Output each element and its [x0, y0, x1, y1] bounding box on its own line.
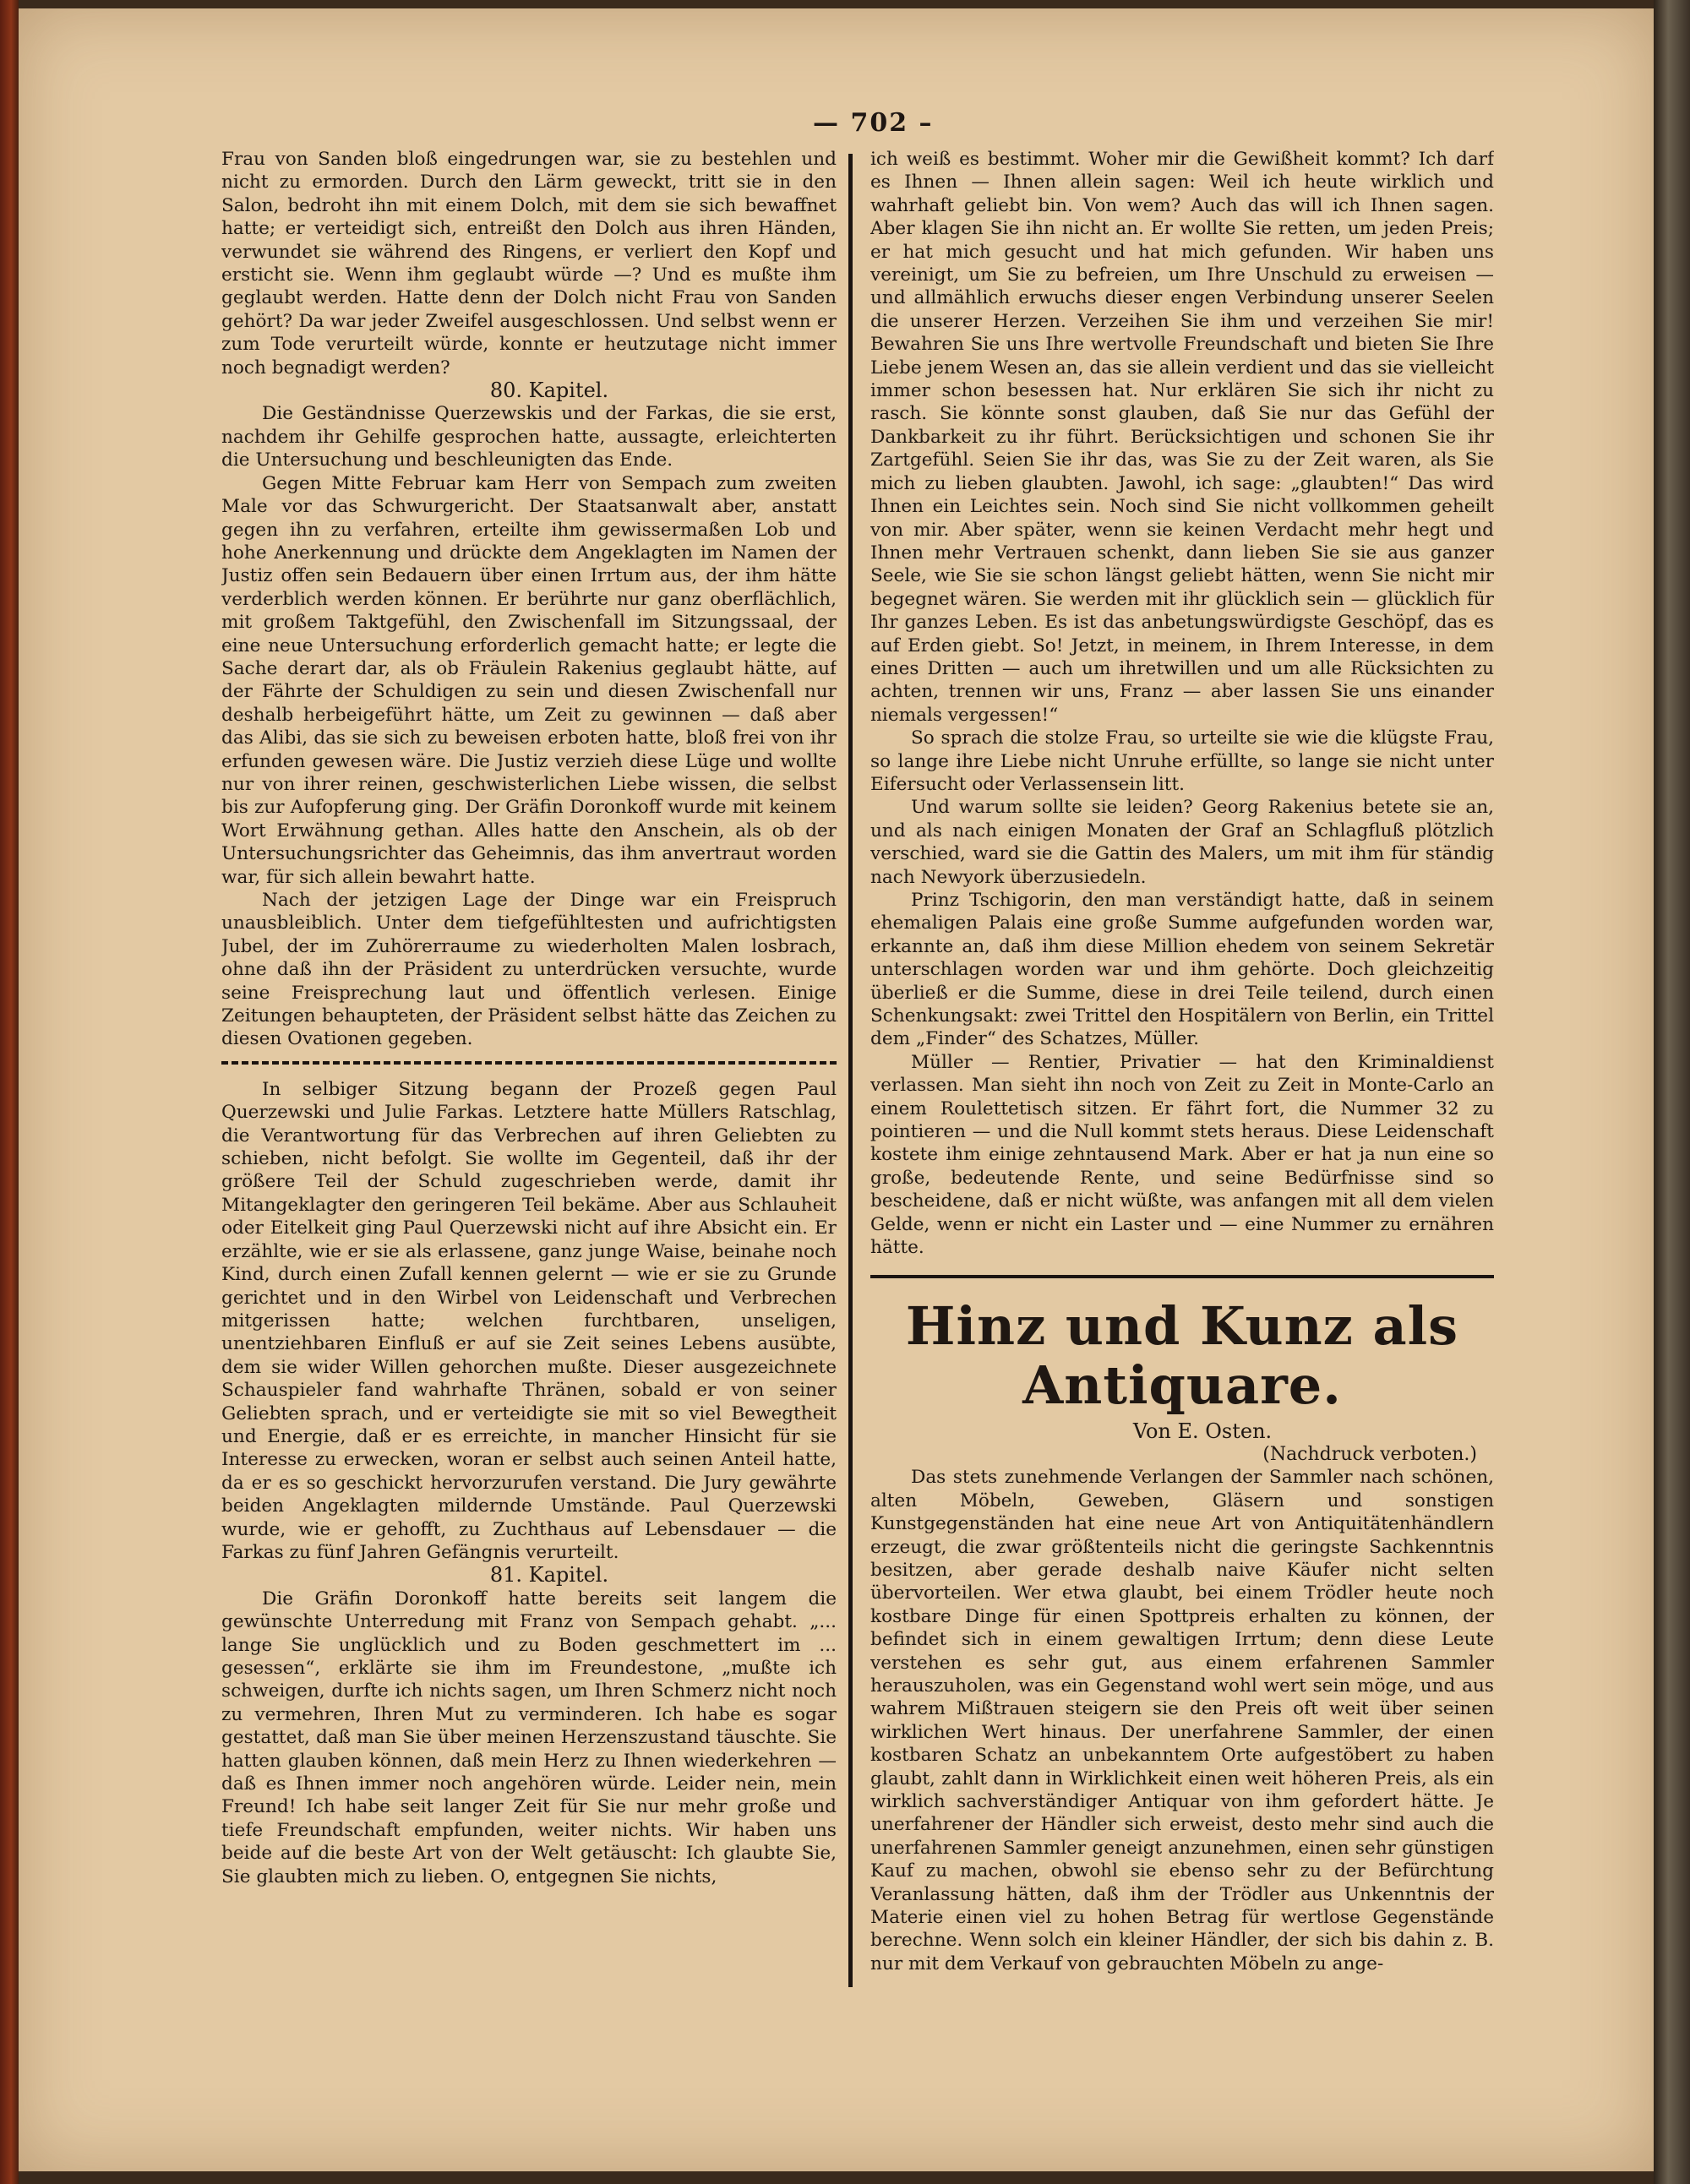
paragraph-continued: ich weiß es bestimmt. Woher mir die Gewißheit kommt? Ich darf es Ihnen — Ihnen allein sagen: Weil ich heute wirklich und wahrhaft geliebt bin. Von wem? Auch das will ich Ihnen sagen. Aber klagen Sie ihn nicht an. Er wollte Sie retten, um jeden Preis; er hat mich gesucht und hat mich gefunden. Wir haben uns vereinigt, um Sie zu befreien, um Ihre Unschuld zu erweisen — und allmählich erwuchs dieser engen Verbindung unserer Seelen die unserer Herzen. Verzeihen Sie ihm und verzeihen Sie mir! Bewahren Sie uns Ihre wertvolle Freundschaft und bieten Sie Ihre Liebe jenem Wesen an, das sie allein verdient und das sie vielleicht immer schon besessen hat. Nur erklären Sie sich ihr nicht zu rasch. Sie könnte sonst glauben, daß Sie nur das Gefühl der Dankbarkeit zu ihr führt. Berücksichtigen und schonen Sie ihr Zartgefühl. Seien Sie ihr das, was Sie zu der Zeit waren, als Sie mich zu lieben glaubten. Jawohl, ich sage: „glaubten!“ Das wird Ihnen ein Leichtes sein. Noch sind Sie nicht vollkommen geheilt von mir. Aber später, wenn sie keinen Verdacht mehr hegt und Ihnen mehr Vertrauen schenkt, dann lieben Sie sie aus ganzer Seele, wie Sie sie schon längst geliebt hätten, wenn Sie nicht mir begegnet wären. Sie werden mit ihr glücklich sein — glücklich für Ihr ganzes Leben. Es ist das anbetungswürdigste Geschöpf, das es auf Erden giebt. So! Jetzt, in meinem, in Ihrem Interesse, in dem eines Dritten — auch um ihretwillen und um alle Rücksichten zu achten, trennen wir uns, Franz — aber lassen Sie uns einander niemals vergessen!“	[870, 149, 1494, 726]
article-title: Hinz und Kunz als Antiquare.	[905, 1294, 1459, 1416]
article-divider	[870, 1275, 1494, 1278]
paragraph: Die Geständnisse Querzewskis und der Farkas, die sie erst, nachdem ihr Gehilfe gesprochen hatte, aussagte, erleichterten die Untersuchung und beschleunigten das Ende.	[221, 403, 837, 471]
paragraph: Nach der jetzigen Lage der Dinge war ein Freispruch unausbleiblich. Unter dem tiefgefühltesten und aufrichtigsten Jubel, der im Zuhörerraume zu wiederholten Malen losbrach, ohne daß ihn der Präsident zu unterdrücken versuchte, wurde seine Freisprechung laut und öffentlich verlesen. Einige Zeitungen behaupteten, der Präsident selbst hätte das Zeichen zu diesen Ovationen gegeben.	[221, 890, 837, 1050]
paragraph: In selbiger Sitzung begann der Prozeß gegen Paul Querzewski und Julie Farkas. Letztere hatte Müllers Ratschlag, die Verantwortung für das Verbrechen auf ihren Geliebten zu schieben, nicht befolgt. Sie wollte im Gegenteil, daß ihr der größere Teil der Schuld zugeschrieben werde, damit ihr Mitangeklagter den geringeren Teil bekäme. Aber aus Schlauheit oder Eitelkeit ging Paul Querzewski nicht auf ihre Absicht ein. Er erzählte, wie er sie als erlassene, ganz junge Waise, beinahe noch Kind, durch einen Zufall kennen gelernt — wie er sie zu Grunde gerichtet und in den Wirbel von Leidenschaft und Verbrechen mitgerissen hatte; welchen furchtbaren, unseligen, unentziehbaren Einfluß er auf sie Zeit seines Lebens ausübte, dem sie wider Willen gehorchen mußte. Dieser ausgezeichnete Schauspieler fand wahrhafte Thränen, sobald er von seiner Geliebten sprach, und er verteidigte sie mit so viel Bewegtheit und Energie, daß er es erreichte, in mancher Hinsicht für sie Interesse zu erwecken, woran er selbst auch seinen Anteil hatte, da er es so geschickt hervorzurufen verstand. Die Jury gewährte beiden Angeklagten mildernde Umstände. Paul Querzewski wurde, wie er gehofft, zu Zuchthaus auf Lebensdauer — die Farkas zu fünf Jahren Gefängnis verurteilt.	[221, 1078, 837, 1563]
paragraph: Die Gräfin Doronkoff hatte bereits seit langem die gewünschte Unterredung mit Franz von Sempach gehabt. „... lange Sie unglücklich und zu Boden geschmettert im ... gesessen“, erklärte sie ihm im Freundestone, „mußte ich schweigen, durfte ich nichts sagen, um Ihren Schmerz nicht noch zu vermehren, Ihren Mut zu verminderen. Ich habe es sogar gestattet, daß man Sie über meinen Herzenszustand täuschte. Sie hatten glauben können, daß mein Herz zu Ihnen wiederkehren — daß es Ihnen immer noch angehören würde. Leider nein, mein Freund! Ich habe seit langer Zeit für Sie nur mehr große und tiefe Freundschaft empfunden, weiter nichts. Wir haben uns beide auf die beste Art von der Welt getäuscht: Ich glaubte Sie, Sie glaubten mich zu lieben. O, entgegnen Sie nichts,	[221, 1588, 837, 1887]
paragraph-intro: Frau von Sanden bloß eingedrungen war, sie zu bestehlen und nicht zu ermorden. Durch den Lärm geweckt, tritt sie in den Salon, bedroht ihn mit einem Dolch, mit dem sie sich bewaffnet hatte; er verteidigt sich, entreißt den Dolch aus ihren Händen, verwundet sie während des Ringens, er verliert den Kopf und ersticht sie. Wenn ihm geglaubt würde —? Und es mußte ihm geglaubt werden. Hatte denn der Dolch nicht Frau von Sanden gehört? Da war jeder Zweifel ausgeschlossen. Und selbst wenn er zum Tode verurteilt würde, konnte er heutzutage nicht immer noch begnadigt werden?	[221, 149, 837, 379]
paragraph: So sprach die stolze Frau, so urteilte sie wie die klügste Frau, so lange ihre Liebe nicht Unruhe erfüllte, so lange sie nicht unter Eifersucht oder Verlassensein litt.	[870, 727, 1494, 795]
article-paragraph: Das stets zunehmende Verlangen der Sammler nach schönen, alten Möbeln, Geweben, Gläsern und sonstigen Kunstgegenständen hat eine neue Art von Antiquitätenhändlern erzeugt, die zwar größtenteils nicht die geringste Sachkenntnis besitzen, aber gerade deshalb naive Käufer nicht selten übervorteilen. Wer etwa glaubt, bei einem Trödler heute noch kostbare Dinge für einen Spottpreis erhalten zu können, der befindet sich in einem gewaltigen Irrtum; denn diese Leute verstehen es sehr gut, aus einem erfahrenen Sammler herauszuholen, was ein Gegenstand wohl wert sein möge, und aus wahrem Mißtrauen steigern sie den Preis oft weit über seinen wirklichen Wert hinaus. Der unerfahrene Sammler, der einen kostbaren Schatz an unbekanntem Orte aufgestöbert zu haben glaubt, zahlt dann in Wirklichkeit einen weit höheren Preis, als ein wirklich sachverständiger Antiquar von ihm gefordert hätte. Je unerfahrener der Händler sich erweist, desto mehr sind auch die unerfahrenen Sammler geneigt anzunehmen, einen sehr günstigen Kauf zu machen, obwohl sie ebenso sehr zu der Befürchtung Veranlassung hätten, daß ihm der Trödler aus Unkenntnis der Materie einen viel zu hohen Betrag für wertlose Gegenstände berechne. Wenn solch ein kleiner Händler, der sich bis dahin z. B. nur mit dem Verkauf von gebrauchten Möbeln zu ange-	[870, 1467, 1494, 1974]
paragraph: Und warum sollte sie leiden? Georg Rakenius betete sie an, und als nach einigen Monaten der Graf an Schlagfluß plötzlich verschied, ward sie die Gattin des Malers, um mit ihm für ständig nach Newyork überzusiedeln.	[870, 797, 1494, 888]
paragraph: Gegen Mitte Februar kam Herr von Sempach zum zweiten Male vor das Schwurgericht. Der Staatsanwalt aber, anstatt gegen ihn zu verfahren, erteilte ihm gewissermaßen Lob und hohe Anerkennung und drückte dem Angeklagten im Namen der Justiz offen sein Bedauern über einen Irrtum aus, der ihm hätte verderblich werden können. Er berührte nur ganz oberflächlich, mit großem Taktgefühl, den Zwischenfall im Sitzungssaal, der eine neue Untersuchung erforderlich gemacht hatte; er legte die Sache derart dar, als ob Fräulein Rakenius geglaubt hätte, auf der Fährte der Schuldigen zu sein und diesen Zwischenfall nur deshalb herbeigeführt hätte, um Zeit zu gewinnen — daß aber das Alibi, das sie sich zu beweisen erboten hatte, bloß frei von ihr erfunden gewesen wäre. Die Justiz verzieh diese Lüge und wollte nur von ihrer reinen, geschwisterlichen Liebe wissen, die selbst bis zur Aufopferung ging. Der Gräfin Doronkoff wurde mit keinem Wort Erwähnung gethan. Alles hatte den Anschein, als ob der Untersuchungsrichter das Geheimnis, das ihm anvertraut worden war, für sich allein bewahrt hatte.	[221, 472, 837, 888]
chapter-heading-81: 81. Kapitel.	[489, 1563, 609, 1588]
paragraph: Müller — Rentier, Privatier — hat den Kriminaldienst verlassen. Man sieht ihn noch von Zeit zu Zeit in Monte-Carlo an einem Roulettetisch sitzen. Er fährt fort, die Nummer 32 zu pointieren — und die Null kommt stets heraus. Diese Leidenschaft kostete ihm einige zehntausend Mark. Aber er hat ja nun eine so große, bedeutende Rente, und seine Bedürfnisse sind so bescheidene, daß er nicht wüßte, was anfangen mit all dem vielen Gelde, wenn er nicht ein Laster und — eine Nummer zu ernähren hätte.	[870, 1051, 1494, 1259]
left-column	[221, 148, 837, 1990]
right-column	[870, 148, 1494, 1990]
reprint-notice: (Nachdruck verboten.)	[1262, 1443, 1477, 1465]
article-byline: Von E. Osten.	[1132, 1419, 1273, 1443]
book-spine-edge	[0, 0, 19, 2184]
book-page-edge	[1654, 0, 1690, 2184]
paragraph: Prinz Tschigorin, den man verständigt hatte, daß in seinem ehemaligen Palais eine große Summe aufgefunden worden war, erkannte an, daß ihm diese Million ehedem von seinem Sekretär unterschlagen worden war und ihm gehörte. Doch gleichzeitig überließ er die Summe, diese in drei Teile teilend, durch einen Schenkungsakt: zwei Trittel den Hospitälern von Berlin, ein Trittel dem „Finder“ des Schatzes, Müller.	[870, 890, 1494, 1050]
page-number: — 702 –	[813, 108, 934, 138]
column-divider	[848, 154, 853, 1987]
section-divider	[221, 1061, 837, 1065]
chapter-heading-80: 80. Kapitel.	[489, 379, 609, 403]
